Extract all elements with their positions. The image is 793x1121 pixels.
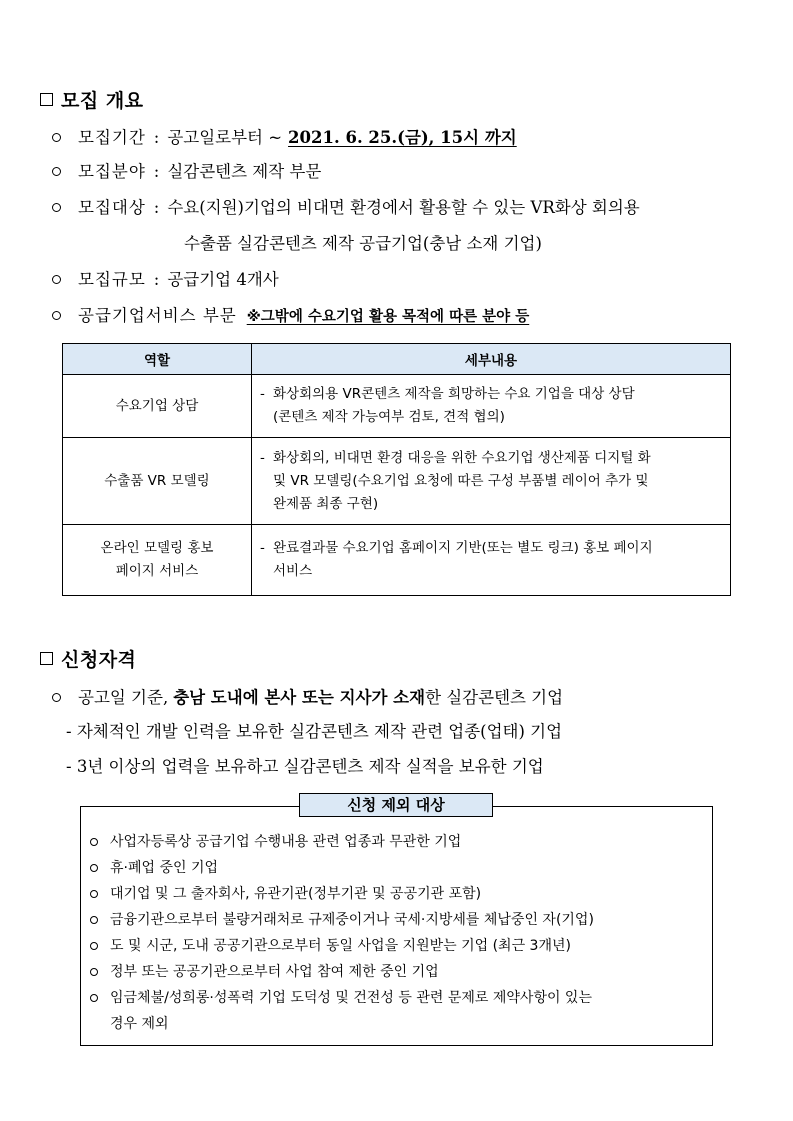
label-separator: :: [153, 162, 160, 181]
table-row: [63, 438, 731, 525]
detail-text: 화상회의용 VR콘텐츠 제작을 희망하는 수요 기업을 대상 상담: [273, 386, 635, 402]
detail-line: [260, 470, 722, 493]
qualification-sub-2: - 3년 이상의 업력을 보유하고 실감콘텐츠 제작 실적을 보유한 기업: [66, 757, 544, 776]
detail-line: [260, 406, 722, 429]
table-row: [63, 375, 731, 438]
header-role: 역할: [63, 344, 252, 375]
label-separator: :: [153, 128, 160, 147]
role-text: 페이지 서비스: [115, 563, 199, 579]
item-label: 모집규모: [78, 270, 146, 289]
item-value: 공고일로부터 ~: [167, 128, 283, 147]
section-title-overview: [40, 86, 144, 113]
circle-bullet-icon: [52, 133, 61, 142]
header-detail: 세부내용: [252, 344, 731, 375]
exclusion-text: 휴·폐업 중인 기업: [110, 860, 219, 876]
circle-bullet-icon: [90, 968, 98, 976]
list-item: [90, 881, 710, 907]
circle-bullet-icon: [90, 890, 98, 898]
overview-item-target-cont: [184, 230, 542, 254]
overview-item-service: [52, 302, 529, 326]
detail-text: 및 VR 모델링(수요기업 요청에 따른 구성 부품별 레이어 추가 및: [273, 472, 649, 489]
checkbox-icon: [40, 93, 53, 106]
role-cell: [63, 438, 252, 525]
section-title-qualification: [40, 645, 136, 672]
qualification-text-pre: 공고일 기준,: [78, 688, 169, 707]
exclusion-text: 임금체불/성희롱·성폭력 기업 도덕성 및 건전성 등 관련 문제로 제약사항이 있는: [110, 990, 592, 1006]
table-row: [63, 525, 731, 596]
dash-spacer: [260, 406, 273, 429]
circle-bullet-icon: [52, 203, 61, 212]
item-label: 공급기업서비스 부문: [78, 306, 237, 325]
detail-line: [260, 383, 722, 406]
detail-cell: [252, 438, 731, 525]
list-item: [90, 985, 710, 1011]
item-value: 공급기업 4개사: [167, 270, 279, 289]
circle-bullet-icon: [52, 167, 61, 176]
detail-line: [260, 493, 722, 516]
exclusion-list: [90, 829, 710, 1037]
overview-item-scale: [52, 266, 279, 290]
list-item: [90, 933, 710, 959]
list-item: [90, 855, 710, 881]
section-title-text: 신청자격: [61, 649, 137, 671]
detail-text: 화상회의, 비대면 환경 대응을 위한 수요기업 생산제품 디지털 화: [273, 449, 651, 466]
roles-table: [62, 343, 731, 596]
circle-bullet-icon: [90, 864, 98, 872]
item-value: 실감콘텐츠 제작 부문: [167, 162, 322, 181]
exclusion-text: 정부 또는 공공기관으로부터 사업 참여 제한 중인 기업: [110, 964, 439, 980]
qualification-main: [52, 684, 563, 708]
circle-bullet-icon: [52, 275, 61, 284]
list-item: [90, 1011, 710, 1037]
item-label: 모집대상: [78, 198, 146, 217]
circle-bullet-icon: [52, 311, 61, 320]
detail-text: (콘텐츠 제작 가능여부 검토, 견적 협의): [273, 409, 505, 425]
role-text: 수요기업 상담: [115, 397, 199, 414]
qualification-sub-1: - 자체적인 개발 인력을 보유한 실감콘텐츠 제작 관련 업종(업태) 기업: [66, 722, 563, 741]
item-label: 모집분야: [78, 162, 146, 181]
role-text: 온라인 모델링 홍보: [100, 540, 214, 556]
list-item: [90, 907, 710, 933]
exclusion-text: 대기업 및 그 출자회사, 유관기관(정부기관 및 공공기관 포함): [110, 886, 482, 902]
detail-line: [260, 560, 722, 583]
dash-marker: -: [260, 386, 265, 402]
deadline-value: 2021. 6. 25.(금), 15시 까지: [288, 128, 517, 147]
exclusion-text: 경우 제외: [110, 1016, 169, 1032]
detail-text: 완료결과물 수요기업 홈페이지 기반(또는 별도 링크) 홍보 페이지: [273, 540, 653, 556]
circle-bullet-icon: [90, 994, 98, 1002]
detail-text: 완제품 최종 구현): [273, 495, 379, 512]
qualification-text-post: 한 실감콘텐츠 기업: [425, 688, 564, 707]
checkbox-icon: [40, 652, 53, 665]
label-separator: :: [153, 198, 160, 217]
dash-marker: -: [260, 449, 265, 466]
table-header-row: [63, 344, 731, 375]
section-title-text: 모집 개요: [61, 90, 144, 112]
detail-cell: [252, 525, 731, 596]
exclusion-title: 신청 제외 대상: [299, 793, 493, 817]
circle-bullet-icon: [90, 916, 98, 924]
circle-bullet-icon: [90, 838, 98, 846]
service-note: ※그밖에 수요기업 활용 목적에 따른 분야 등: [246, 309, 530, 325]
qualification-text-bold: 충남 도내에 본사 또는 지사가 소재: [173, 688, 426, 707]
detail-line: [260, 537, 722, 560]
exclusion-text: 금융기관으로부터 불량거래처로 규제중이거나 국세·지방세를 체납중인 자(기업): [110, 912, 594, 928]
circle-bullet-icon: [52, 693, 61, 702]
overview-item-period: [52, 124, 517, 148]
dash-spacer: [260, 560, 273, 583]
exclusion-text: 도 및 시군, 도내 공공기관으로부터 동일 사업을 지원받는 기업 (최근 3개년): [110, 938, 571, 954]
item-value: 수출품 실감콘텐츠 제작 공급기업(충남 소재 기업): [184, 234, 542, 253]
overview-item-target: [52, 194, 640, 218]
detail-text: 서비스: [273, 563, 313, 579]
detail-line: [260, 447, 722, 470]
detail-cell: [252, 375, 731, 438]
list-item: [90, 959, 710, 985]
item-label: 모집기간: [78, 128, 146, 147]
dash-spacer: [260, 470, 273, 493]
label-separator: :: [153, 270, 160, 289]
dash-spacer: [260, 493, 273, 516]
list-item: [90, 829, 710, 855]
item-value: 수요(지원)기업의 비대면 환경에서 활용할 수 있는 VR화상 회의용: [167, 198, 640, 217]
dash-marker: -: [260, 540, 265, 556]
role-cell: [63, 375, 252, 438]
circle-bullet-icon: [90, 942, 98, 950]
overview-item-field: [52, 158, 321, 182]
role-cell: [63, 525, 252, 596]
role-text: 수출품 VR 모델링: [104, 472, 210, 489]
exclusion-text: 사업자등록상 공급기업 수행내용 관련 업종과 무관한 기업: [110, 834, 462, 850]
